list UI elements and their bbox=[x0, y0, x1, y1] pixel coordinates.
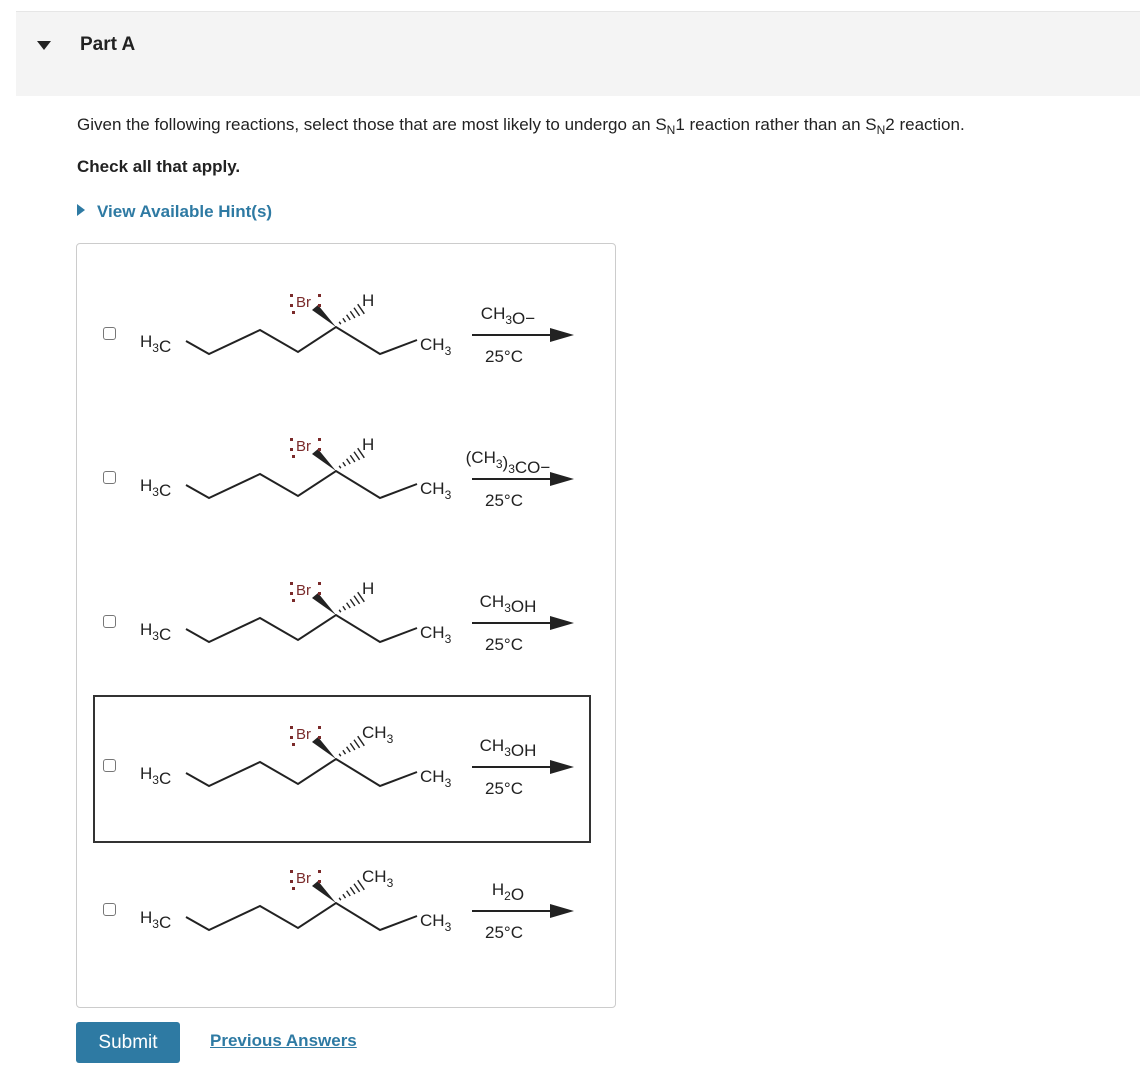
part-title: Part A bbox=[80, 34, 136, 55]
bromine-label: Br bbox=[296, 870, 311, 887]
reaction-structure bbox=[132, 580, 602, 685]
right-group-label: $CH_3$ bbox=[420, 479, 452, 502]
reagent-label: $CH_3OH$ bbox=[479, 736, 537, 760]
condition-label: 25°C bbox=[485, 491, 523, 510]
reaction-structure bbox=[132, 724, 602, 829]
option-checkbox[interactable] bbox=[103, 759, 116, 772]
left-group-label: $H_3C$ bbox=[140, 764, 172, 788]
left-group-label: $H_3C$ bbox=[140, 332, 172, 356]
instruction-text: Check all that apply. bbox=[77, 157, 241, 176]
wedge-bond bbox=[312, 737, 336, 759]
wedge-group-label: H bbox=[362, 436, 375, 454]
option-checkbox[interactable] bbox=[103, 327, 116, 340]
arrow-head-icon bbox=[550, 328, 574, 342]
reaction-svg bbox=[132, 868, 602, 968]
question-text: Given the following reactions, select those that are most likely to undergo an $S_N1$ reaction rather than an $S_N2$ reaction. bbox=[77, 115, 965, 137]
condition-label: 25°C bbox=[485, 347, 523, 366]
bromine-label: Br bbox=[296, 726, 311, 743]
view-hints-link[interactable]: View Available Hint(s) bbox=[77, 202, 272, 222]
left-group-label: $H_3C$ bbox=[140, 908, 172, 932]
previous-answers-link[interactable]: Previous Answers bbox=[210, 1031, 357, 1050]
reaction-svg bbox=[132, 292, 602, 392]
reagent-label: $CH_3OH$ bbox=[479, 592, 537, 616]
reaction-svg bbox=[132, 436, 602, 536]
condition-label: 25°C bbox=[485, 635, 523, 654]
part-header[interactable] bbox=[16, 12, 1140, 96]
reaction-structure bbox=[132, 292, 602, 397]
arrow-head-icon bbox=[550, 760, 574, 774]
right-group-label: $CH_3$ bbox=[420, 335, 452, 358]
wedge-group-label: H bbox=[362, 580, 375, 598]
wedge-bond bbox=[312, 449, 336, 471]
collapse-caret-icon[interactable] bbox=[37, 41, 51, 50]
wedge-group-label: $CH_3$ bbox=[362, 868, 394, 890]
option-checkbox[interactable] bbox=[103, 903, 116, 916]
reagent-label: $H_2O$ bbox=[491, 880, 525, 904]
reaction-svg bbox=[132, 580, 602, 680]
reagent-label: $CH_3O-$ bbox=[480, 304, 536, 328]
right-group-label: $CH_3$ bbox=[420, 767, 452, 790]
bromine-label: Br bbox=[296, 294, 311, 311]
expand-triangle-icon bbox=[77, 204, 85, 216]
arrow-head-icon bbox=[550, 616, 574, 630]
hashed-bond bbox=[339, 880, 364, 900]
answer-options-box bbox=[76, 243, 616, 1008]
reaction-structure bbox=[132, 868, 602, 973]
reaction-structure bbox=[132, 436, 602, 541]
condition-label: 25°C bbox=[485, 923, 523, 942]
hashed-bond bbox=[339, 448, 364, 468]
wedge-group-label: $CH_3$ bbox=[362, 724, 394, 746]
left-group-label: $H_3C$ bbox=[140, 620, 172, 644]
submit-button[interactable]: Submit bbox=[76, 1022, 180, 1063]
arrow-head-icon bbox=[550, 472, 574, 486]
carbon-chain-bond bbox=[186, 471, 417, 498]
carbon-chain-bond bbox=[186, 903, 417, 930]
wedge-group-label: H bbox=[362, 292, 375, 310]
arrow-head-icon bbox=[550, 904, 574, 918]
hashed-bond bbox=[339, 304, 364, 324]
option-checkbox[interactable] bbox=[103, 471, 116, 484]
hashed-bond bbox=[339, 592, 364, 612]
condition-label: 25°C bbox=[485, 779, 523, 798]
option-checkbox[interactable] bbox=[103, 615, 116, 628]
reagent-label: $(CH_3)_3CO-$ bbox=[465, 448, 551, 477]
carbon-chain-bond bbox=[186, 615, 417, 642]
bromine-label: Br bbox=[296, 582, 311, 599]
wedge-bond bbox=[312, 881, 336, 903]
right-group-label: $CH_3$ bbox=[420, 911, 452, 934]
carbon-chain-bond bbox=[186, 759, 417, 786]
carbon-chain-bond bbox=[186, 327, 417, 354]
left-group-label: $H_3C$ bbox=[140, 476, 172, 500]
right-group-label: $CH_3$ bbox=[420, 623, 452, 646]
wedge-bond bbox=[312, 305, 336, 327]
hashed-bond bbox=[339, 736, 364, 756]
wedge-bond bbox=[312, 593, 336, 615]
bromine-label: Br bbox=[296, 438, 311, 455]
reaction-svg bbox=[132, 724, 602, 824]
